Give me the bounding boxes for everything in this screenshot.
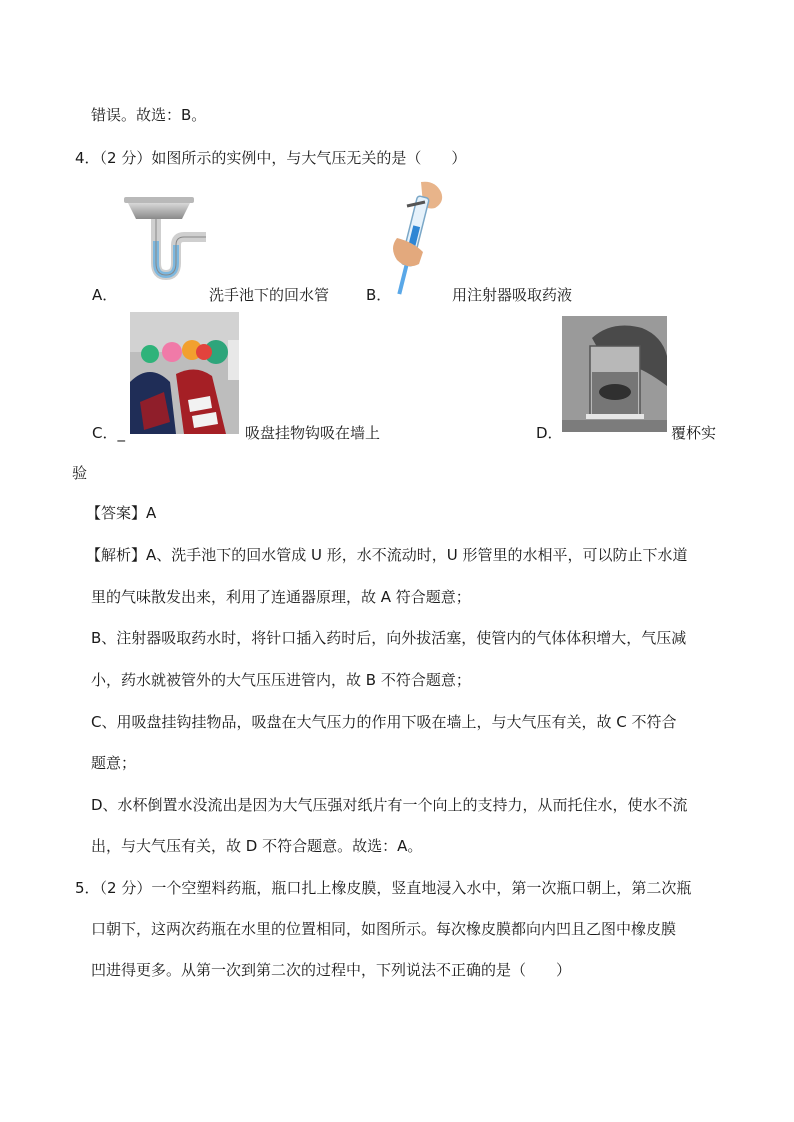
suction-hooks-photo [130,312,239,434]
option-d-caption-wrap: 验 [72,464,88,482]
question-5-line-1: 5．（2 分）一个空塑料药瓶，瓶口扎上橡皮膜，竖直地浸入水中，第一次瓶口朝上，第二次瓶 [75,879,692,897]
analysis-line-2: 里的气味散发出来，利用了连通器原理，故 A 符合题意； [91,588,471,606]
sink-drain-figure [122,193,210,303]
analysis-line-6: 题意； [91,754,137,772]
option-a-letter: A． [92,286,118,304]
analysis-line-3: B、注射器吸取药水时，将针口插入药时后，向外拔活塞，使管内的气体体积增大，气压减 [91,629,687,647]
previous-answer-tail: 错误。故选：B。 [91,106,207,124]
analysis-line-4: 小，药水就被管外的大气压压进管内，故 B 不符合题意； [91,671,471,689]
option-d-letter: D． [536,424,563,442]
syringe-figure [383,178,451,302]
option-c-letter: C．_ [92,424,125,442]
answer-line: 【答案】A [86,504,157,522]
analysis-line-1: 【解析】A、洗手池下的回水管成 U 形，水不流动时，U 形管里的水相平，可以防止下水道 [86,546,688,564]
option-c-caption: 吸盘挂物钩吸在墙上 [245,424,381,442]
analysis-line-8: 出，与大气压有关，故 D 不符合题意。故选：A。 [91,837,423,855]
option-d-caption: 覆杯实 [671,424,717,442]
question-4-stem: 4．（2 分）如图所示的实例中，与大气压无关的是（ ） [75,149,467,167]
question-5-line-2: 口朝下，这两次药瓶在水里的位置相同，如图所示。每次橡皮膜都向内凹且乙图中橡皮膜 [91,920,677,938]
option-a-caption: 洗手池下的回水管 [209,286,330,304]
question-5-line-3: 凹进得更多。从第一次到第二次的过程中，下列说法不正确的是（ ） [91,961,572,979]
analysis-line-5: C、用吸盘挂钩挂物品，吸盘在大气压力的作用下吸在墙上，与大气压有关，故 C 不符合 [91,713,677,731]
inverted-cup-photo [562,316,667,432]
option-b-letter: B． [366,286,392,304]
analysis-line-7: D、水杯倒置水没流出是因为大气压强对纸片有一个向上的支持力，从而托住水，使水不流 [91,796,688,814]
option-b-caption: 用注射器吸取药液 [452,286,573,304]
